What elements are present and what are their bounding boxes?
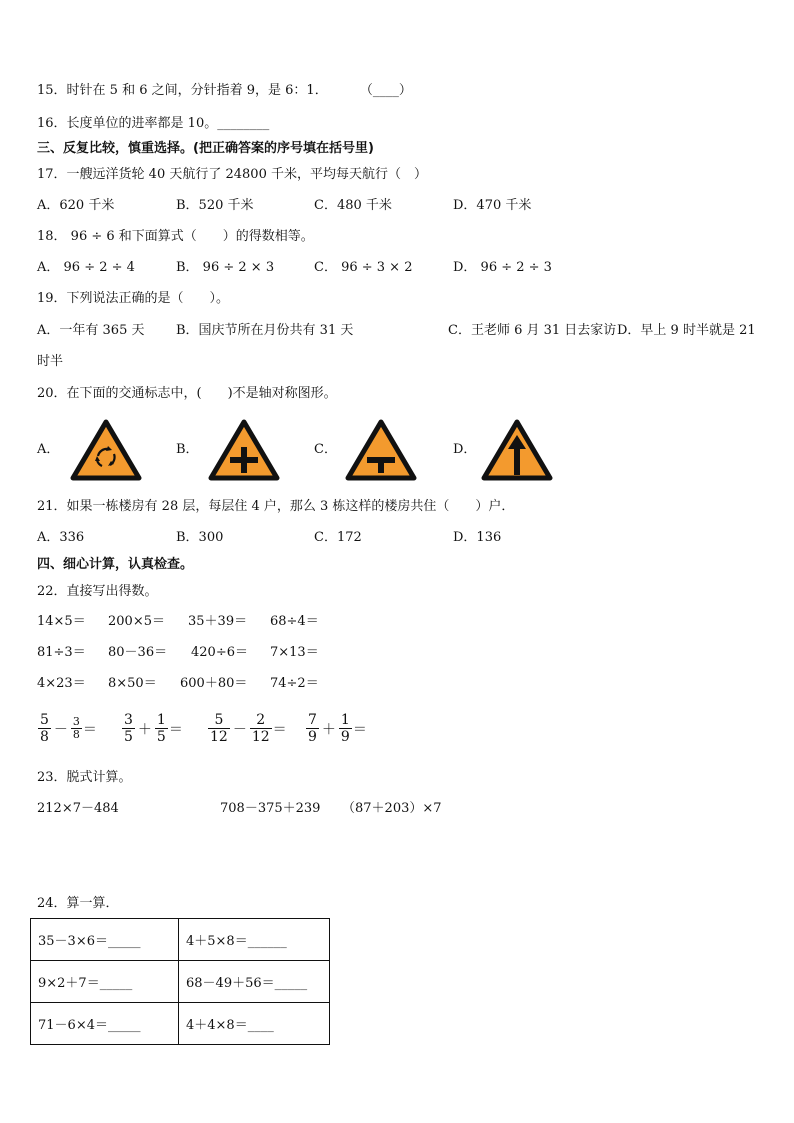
question-21-text: 21．如果一栋楼房有 28 层，每层住 4 户，那么 3 栋这样的楼房共住（ ）户． xyxy=(37,499,515,514)
calc-item[interactable]: 4×23＝ xyxy=(37,676,86,691)
calc-item[interactable]: 200×5＝ xyxy=(108,614,165,629)
table-cell[interactable]: 9×2＋7＝_____ xyxy=(31,961,179,1003)
table-row xyxy=(31,961,330,1003)
option-d[interactable]: D．470 千米 xyxy=(453,198,532,213)
numerator: 1 xyxy=(156,712,166,728)
question-23-text: 23．脱式计算。 xyxy=(37,770,132,785)
fraction-expression[interactable] xyxy=(207,712,287,745)
equals-sign: ＝ xyxy=(168,721,183,738)
denominator: 9 xyxy=(340,729,350,745)
operator: － xyxy=(232,721,247,738)
option-c[interactable]: C．王老师 6 月 31 日去家访 xyxy=(448,323,617,338)
question-24-text: 24．算一算． xyxy=(37,896,119,911)
sign-label-b[interactable]: B． xyxy=(176,442,199,457)
operator: ＋ xyxy=(137,721,152,738)
equals-sign: ＝ xyxy=(352,721,367,738)
table-cell[interactable]: 35－3×6＝_____ xyxy=(31,919,179,961)
table-row xyxy=(31,919,330,961)
option-b[interactable]: B．520 千米 xyxy=(176,198,254,213)
option-d[interactable]: D．早上 9 时半就是 21 xyxy=(617,323,756,338)
question-16-text: 16．长度单位的进率都是 10。 xyxy=(37,116,218,131)
numerator: 1 xyxy=(340,712,350,728)
option-d[interactable]: D．136 xyxy=(453,530,502,545)
roundabout-sign-icon[interactable] xyxy=(70,419,142,481)
denominator: 8 xyxy=(40,729,49,745)
operator: － xyxy=(53,721,68,738)
calc-item[interactable]: 7×13＝ xyxy=(270,645,319,660)
question-19-text: 19．下列说法正确的是（ ）。 xyxy=(37,291,230,306)
option-c[interactable]: C．172 xyxy=(314,530,362,545)
answer-blank[interactable]: ________ xyxy=(217,116,270,131)
option-a[interactable]: A．620 千米 xyxy=(37,198,115,213)
question-18-text: 18． 96 ÷ 6 和下面算式（ ）的得数相等。 xyxy=(37,229,314,244)
table-cell[interactable]: 4＋4×8＝____ xyxy=(179,1003,330,1045)
table-cell[interactable]: 4＋5×8＝______ xyxy=(179,919,330,961)
sign-label-c[interactable]: C． xyxy=(314,442,337,457)
denominator: 9 xyxy=(308,729,317,745)
calc-item[interactable]: 14×5＝ xyxy=(37,614,86,629)
fraction-expression[interactable] xyxy=(37,712,97,745)
denominator: 12 xyxy=(210,729,228,745)
question-22-text: 22．直接写出得数。 xyxy=(37,584,158,599)
t-junction-sign-icon[interactable] xyxy=(345,419,417,481)
straight-ahead-sign-icon[interactable] xyxy=(481,419,553,481)
sign-label-a[interactable]: A． xyxy=(37,442,60,457)
fraction-expression[interactable] xyxy=(121,712,183,745)
step-calc-item[interactable]: 708－375＋239 xyxy=(220,801,321,816)
denominator: 5 xyxy=(124,729,133,745)
calc-item[interactable]: 81÷3＝ xyxy=(37,645,86,660)
calc-table xyxy=(30,918,330,1045)
section-4-heading: 四、细心计算，认真检查。 xyxy=(37,557,194,572)
calc-item[interactable]: 68÷4＝ xyxy=(270,614,319,629)
denominator: 8 xyxy=(72,728,80,741)
equals-sign: ＝ xyxy=(272,721,287,738)
calc-item[interactable]: 35＋39＝ xyxy=(188,614,248,629)
option-a[interactable]: A． 96 ÷ 2 ÷ 4 xyxy=(37,260,135,275)
step-calc-item[interactable]: （87＋203）×7 xyxy=(342,801,442,816)
sign-label-d[interactable]: D． xyxy=(453,442,477,457)
denominator: 5 xyxy=(156,729,166,745)
section-3-heading: 三、反复比较，慎重选择。(把正确答案的序号填在括号里) xyxy=(37,141,374,156)
fraction-expression[interactable] xyxy=(305,712,367,745)
numerator: 2 xyxy=(256,712,266,728)
option-c[interactable]: C．480 千米 xyxy=(314,198,392,213)
equals-sign: ＝ xyxy=(82,721,97,738)
option-a[interactable]: A．一年有 365 天 xyxy=(37,323,145,338)
calc-item[interactable]: 74÷2＝ xyxy=(270,676,319,691)
option-d[interactable]: D． 96 ÷ 2 ÷ 3 xyxy=(453,260,552,275)
numerator: 5 xyxy=(214,712,224,728)
question-20-text: 20．在下面的交通标志中，( )不是轴对称图形。 xyxy=(37,386,337,401)
table-cell[interactable]: 71－6×4＝_____ xyxy=(31,1003,179,1045)
calc-item[interactable]: 600＋80＝ xyxy=(180,676,248,691)
option-d-continuation: 时半 xyxy=(37,354,64,369)
answer-paren[interactable]: （____） xyxy=(359,83,412,98)
question-16 xyxy=(37,115,269,133)
question-15 xyxy=(37,82,412,100)
question-17-text: 17．一艘远洋货轮 40 天航行了 24800 千米，平均每天航行（ ） xyxy=(37,167,427,182)
option-c[interactable]: C． 96 ÷ 3 × 2 xyxy=(314,260,413,275)
numerator: 7 xyxy=(308,712,317,728)
question-15-text: 15．时针在 5 和 6 之间，分针指着 9，是 6：1． xyxy=(37,83,328,98)
numerator: 3 xyxy=(124,712,133,728)
option-b[interactable]: B．300 xyxy=(176,530,224,545)
numerator: 3 xyxy=(72,715,80,728)
crossroad-sign-icon[interactable] xyxy=(208,419,280,481)
option-b[interactable]: B． 96 ÷ 2 × 3 xyxy=(176,260,275,275)
calc-item[interactable]: 80－36＝ xyxy=(108,645,168,660)
option-a[interactable]: A．336 xyxy=(37,530,85,545)
table-row xyxy=(31,1003,330,1045)
table-cell[interactable]: 68－49＋56＝_____ xyxy=(179,961,330,1003)
numerator: 5 xyxy=(40,712,49,728)
denominator: 12 xyxy=(251,729,270,745)
step-calc-item[interactable]: 212×7－484 xyxy=(37,801,119,816)
option-b[interactable]: B．国庆节所在月份共有 31 天 xyxy=(176,323,354,338)
calc-item[interactable]: 8×50＝ xyxy=(108,676,157,691)
calc-item[interactable]: 420÷6＝ xyxy=(191,645,248,660)
operator: ＋ xyxy=(321,721,336,738)
